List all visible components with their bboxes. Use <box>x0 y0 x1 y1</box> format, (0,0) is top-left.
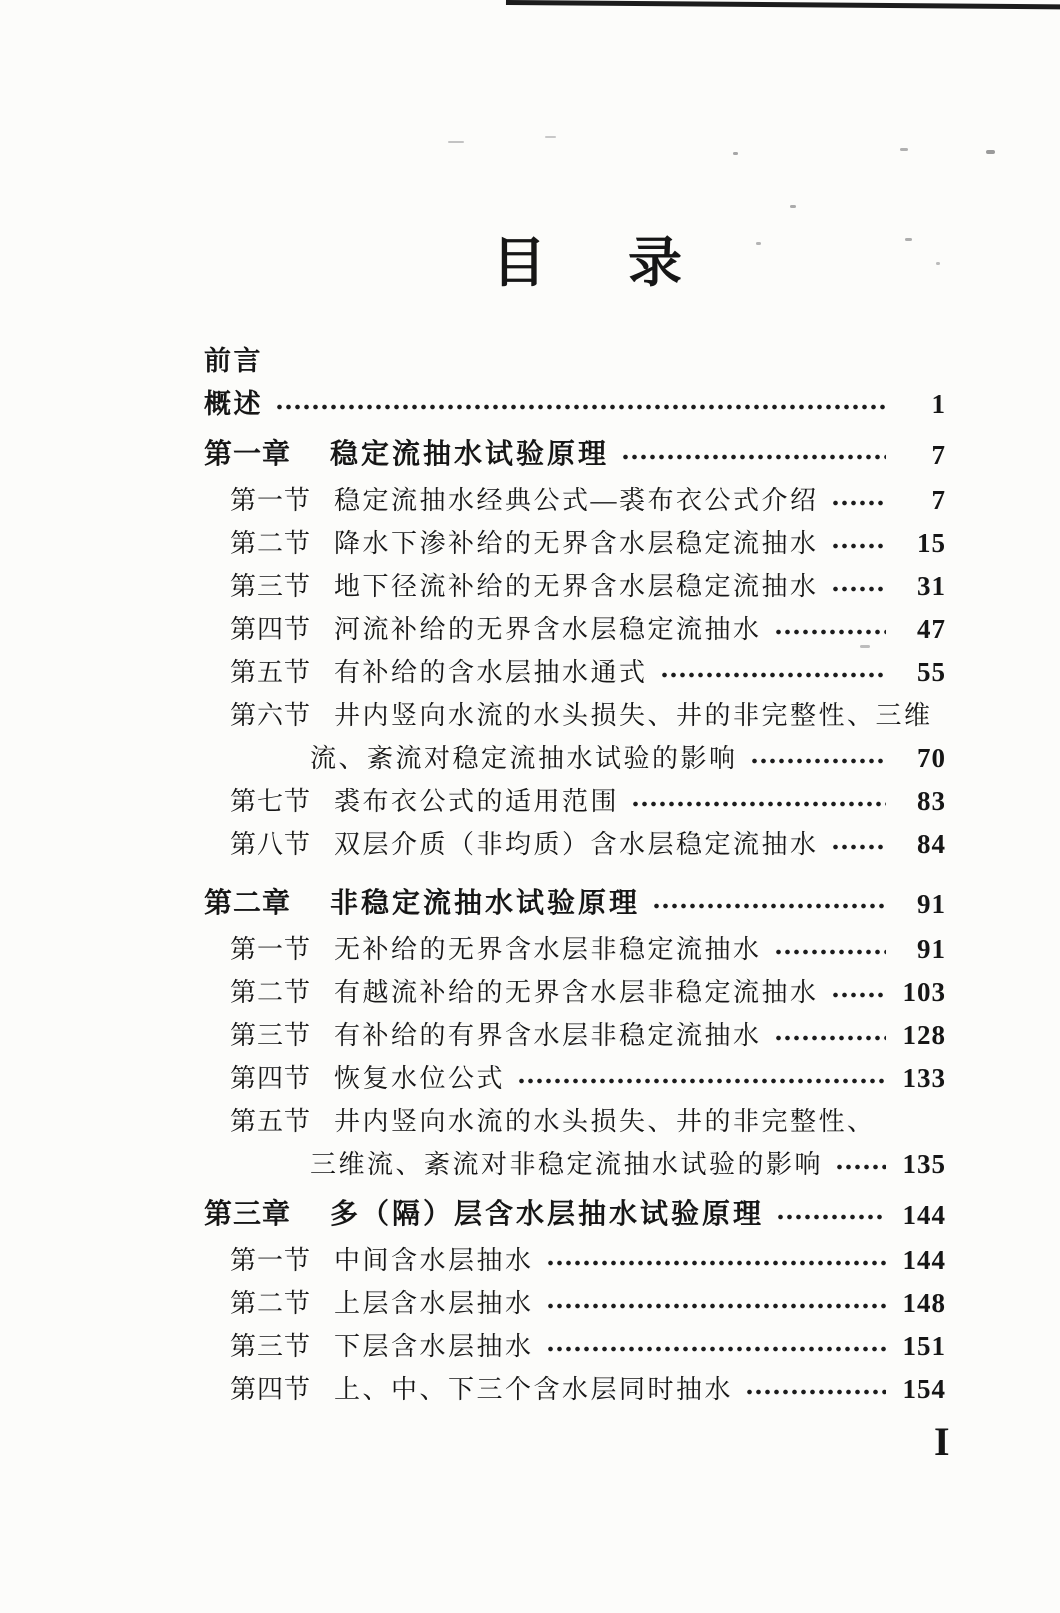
dot-leader <box>546 1299 886 1313</box>
toc-entry-title: 无补给的无界含水层非稳定流抽水 <box>334 935 762 964</box>
toc-row-section <box>204 780 946 823</box>
toc-entry-title: 下层含水层抽水 <box>334 1332 534 1361</box>
toc-entry-page: 31 <box>917 571 946 601</box>
dot-leader <box>517 1074 886 1088</box>
toc-entry-number: 第四节 <box>230 615 312 644</box>
toc-entry-number: 第四节 <box>230 1064 312 1093</box>
toc-entry-title: 河流补给的无界含水层稳定流抽水 <box>334 615 762 644</box>
toc-row-section <box>204 971 946 1014</box>
toc-entry-title: 恢复水位公式 <box>334 1064 506 1093</box>
toc-entry-number: 第六节 <box>230 701 312 730</box>
toc-entry-page: 144 <box>902 1245 946 1275</box>
scan-noise-speck <box>545 136 556 138</box>
toc-row-section <box>204 522 946 565</box>
toc-entry-title: 三维流、紊流对非稳定流抽水试验的影响 <box>310 1150 824 1179</box>
toc-entry-title: 稳定流抽水试验原理 <box>330 439 610 470</box>
toc-entry-number: 第八节 <box>230 830 312 859</box>
toc-row-section <box>204 608 946 651</box>
scan-noise-speck <box>790 205 796 208</box>
toc-entry-page: 70 <box>917 743 946 773</box>
toc-row-continuation <box>204 737 946 780</box>
toc-entry-number: 第三章 <box>204 1199 292 1230</box>
toc-entry-title: 双层介质（非均质）含水层稳定流抽水 <box>334 830 819 859</box>
dot-leader <box>621 450 886 464</box>
dot-leader <box>652 899 886 913</box>
toc-entry-number: 第一章 <box>204 439 292 470</box>
toc-entry-page: 154 <box>902 1374 946 1404</box>
toc-entry-page: 91 <box>917 889 946 919</box>
dot-leader <box>631 797 886 811</box>
toc-entry-title: 井内竖向水流的水头损失、井的非完整性、三维 <box>334 701 933 730</box>
toc-row-section <box>204 1057 946 1100</box>
toc-row-section <box>204 1014 946 1057</box>
toc-entry-number: 第二节 <box>230 529 312 558</box>
toc-row-section <box>204 694 946 737</box>
toc-entry-title: 有补给的有界含水层非稳定流抽水 <box>334 1021 762 1050</box>
toc-entry-page: 15 <box>917 528 946 558</box>
toc-entry-title: 非稳定流抽水试验原理 <box>330 888 641 919</box>
toc-entry-title: 多（隔）层含水层抽水试验原理 <box>330 1199 765 1230</box>
toc-entry-number: 第三节 <box>230 1021 312 1050</box>
dot-leader <box>660 668 886 682</box>
toc-entry-number: 第一节 <box>230 486 312 515</box>
page-title: 目 录 <box>492 233 696 293</box>
dot-leader <box>750 754 886 768</box>
scan-edge-line <box>506 0 1060 9</box>
toc-entry-title: 中间含水层抽水 <box>334 1246 534 1275</box>
toc-entry-page: 84 <box>917 829 946 859</box>
toc-row-section <box>204 651 946 694</box>
toc-list <box>204 340 946 1411</box>
toc-entry-number: 第三节 <box>230 572 312 601</box>
toc-entry-number: 第三节 <box>230 1332 312 1361</box>
toc-entry-page: 135 <box>902 1149 946 1179</box>
scan-noise-speck <box>986 150 995 154</box>
toc-row-section <box>204 479 946 522</box>
toc-entry-title: 有越流补给的无界含水层非稳定流抽水 <box>334 978 819 1007</box>
toc-entry-page: 47 <box>917 614 946 644</box>
toc-entry-title: 流、紊流对稳定流抽水试验的影响 <box>310 744 738 773</box>
toc-entry-number: 第一节 <box>230 1246 312 1275</box>
dot-leader <box>831 539 886 553</box>
toc-entry-title: 上、中、下三个含水层同时抽水 <box>334 1375 734 1404</box>
dot-leader <box>745 1385 886 1399</box>
dot-leader <box>835 1160 886 1174</box>
toc-entry-title: 井内竖向水流的水头损失、井的非完整性、 <box>334 1107 876 1136</box>
toc-row-chapter-3 <box>204 1191 946 1239</box>
toc-entry-page: 133 <box>902 1063 946 1093</box>
toc-entry-title: 前言 <box>204 346 263 376</box>
toc-entry-number: 第七节 <box>230 787 312 816</box>
toc-entry-page: 1 <box>931 389 946 419</box>
page-folio: I <box>934 1419 950 1464</box>
toc-entry-page: 151 <box>902 1331 946 1361</box>
scan-noise-speck <box>900 148 908 151</box>
toc-entry-title: 上层含水层抽水 <box>334 1289 534 1318</box>
toc-row-section <box>204 823 946 866</box>
toc-row-section <box>204 1325 946 1368</box>
toc-row-section <box>204 1368 946 1411</box>
dot-leader <box>831 988 886 1002</box>
dot-leader <box>275 400 886 414</box>
toc-entry-number: 第五节 <box>230 1107 312 1136</box>
toc-entry-title: 有补给的含水层抽水通式 <box>334 658 648 687</box>
toc-entry-number: 第五节 <box>230 658 312 687</box>
toc-entry-title: 稳定流抽水经典公式—裘布衣公式介绍 <box>334 486 819 515</box>
toc-entry-title: 地下径流补给的无界含水层稳定流抽水 <box>334 572 819 601</box>
toc-row-section <box>204 1100 946 1143</box>
toc-row-chapter-1 <box>204 431 946 479</box>
toc-entry-page: 7 <box>931 440 946 470</box>
toc-row-section <box>204 928 946 971</box>
toc-row-section <box>204 1239 946 1282</box>
dot-leader <box>831 496 886 510</box>
toc-entry-page: 103 <box>902 977 946 1007</box>
toc-entry-number: 第二节 <box>230 1289 312 1318</box>
toc-entry-title: 概述 <box>204 389 263 419</box>
toc-entry-page: 83 <box>917 786 946 816</box>
toc-entry-page: 144 <box>902 1200 946 1230</box>
dot-leader <box>776 1210 886 1224</box>
toc-row-preface <box>204 340 946 383</box>
toc-row-section <box>204 1282 946 1325</box>
toc-entry-page: 7 <box>931 485 946 515</box>
dot-leader <box>774 1031 886 1045</box>
toc-entry-number: 第二章 <box>204 888 292 919</box>
dot-leader <box>275 357 886 371</box>
scan-noise-speck <box>448 141 464 143</box>
dot-leader <box>546 1256 886 1270</box>
toc-entry-title: 裘布衣公式的适用范围 <box>334 787 620 816</box>
toc-entry-page: 91 <box>917 934 946 964</box>
toc-entry-page: 55 <box>917 657 946 687</box>
toc-entry-title: 降水下渗补给的无界含水层稳定流抽水 <box>334 529 819 558</box>
dot-leader <box>774 625 886 639</box>
toc-row-chapter-2 <box>204 880 946 928</box>
toc-entry-number: 第二节 <box>230 978 312 1007</box>
toc-entry-page: 128 <box>902 1020 946 1050</box>
toc-row-overview <box>204 383 946 426</box>
toc-entry-number: 第四节 <box>230 1375 312 1404</box>
toc-row-continuation <box>204 1143 946 1186</box>
dot-leader <box>831 582 886 596</box>
toc-entry-number: 第一节 <box>230 935 312 964</box>
dot-leader <box>831 840 886 854</box>
dot-leader <box>774 945 886 959</box>
scan-noise-speck <box>733 152 738 155</box>
toc-row-section <box>204 565 946 608</box>
dot-leader <box>546 1342 886 1356</box>
toc-entry-page: 148 <box>902 1288 946 1318</box>
